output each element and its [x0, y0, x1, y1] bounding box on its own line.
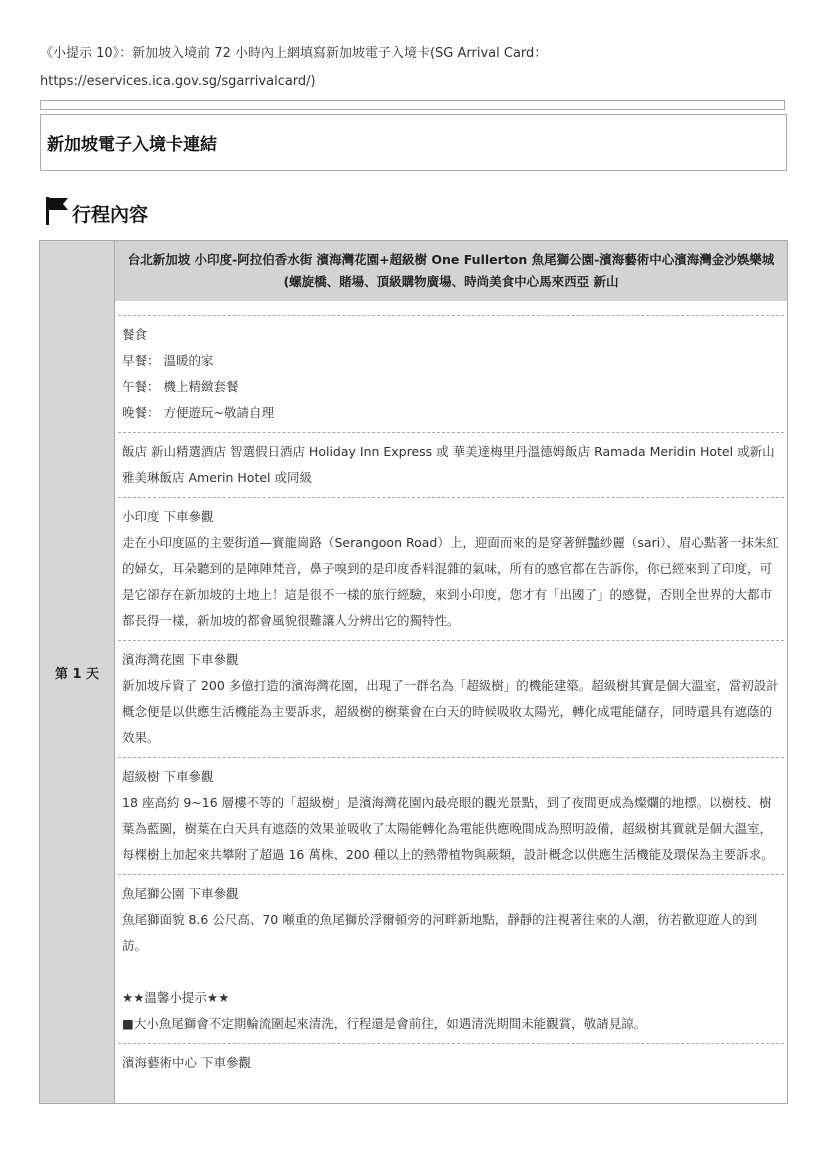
supertree-heading: 超級樹 下車參觀: [122, 769, 214, 784]
row-spacer: [118, 301, 784, 316]
merlion-tip-text: ■大小魚尾獅會不定期輪流圍起來清洗，行程還是會前往，如遇清洗期間未能觀賞，敬請見諒。: [122, 1016, 647, 1031]
supertree-block: [118, 758, 784, 875]
little-india-text: 走在小印度區的主要街道—實龍崗路（Serangoon Road）上，迎面而來的是穿著鮮豔紗麗（sari）、眉心點著一抹朱紅的婦女，耳朵聽到的是陣陣梵音，鼻子嗅到的是印度香料混雜的氣味，所有的感官都在告訴你，你已經來到了印度，可是它卻存在新加坡的土地上！這是很不一樣的旅行經驗，來到小印度，您才有「出國了」的感覺，否則全世界的大都市都長得一樣，新加坡的都會風貌很難讓人分辨出它的獨特性。: [122, 535, 779, 628]
merlion-heading: 魚尾獅公園 下車參觀: [122, 886, 239, 901]
arrival-card-link-box: [40, 114, 787, 171]
itinerary-table: [39, 240, 788, 1104]
itinerary-section-header: [44, 190, 148, 226]
meals-heading: 餐食: [122, 327, 148, 342]
tip-line-1: 《小提示 10》：新加坡入境前 72 小時內上網填寫新加坡電子入境卡(SG Arrival Card：: [40, 46, 548, 61]
dinner: 晚餐： 方便遊玩~敬請自理: [122, 405, 274, 420]
merlion-tip-heading: ★★溫馨小提示★★: [122, 990, 230, 1005]
esplanade-heading: 濱海藝術中心 下車參觀: [122, 1055, 251, 1070]
route-title: 台北新加坡 小印度-阿拉伯香水街 濱海灣花園+超級樹 One Fullerton 魚尾獅公園-濱海藝術中心濱海灣金沙娛樂城(螺旋橋、賭場、頂級購物廣場、時尚美食中心馬來西亞 新山: [127, 252, 775, 289]
arrival-card-tip: [40, 40, 785, 96]
esplanade-block: [118, 1044, 784, 1082]
day-label-cell: [40, 241, 115, 1103]
hotel-block: [118, 433, 784, 498]
route-title-cell: [115, 241, 787, 301]
hotel-text: 飯店 新山精選酒店 智選假日酒店 Holiday Inn Express 或 華美達梅里丹溫德姆飯店 Ramada Meridin Hotel 或新山雅美琳飯店 Amerin Hotel 或同級: [122, 444, 775, 485]
day-label: 第 1 天: [54, 666, 100, 682]
merlion-text: 魚尾獅面貌 8.6 公尺高、70 噸重的魚尾獅於浮爾頓旁的河畔新地點，靜靜的注視著往來的人潮，彷若歡迎遊人的到訪。: [122, 912, 758, 953]
supertree-text: 18 座高約 9~16 層樓不等的「超級樹」是濱海灣花園內最亮眼的觀光景點，到了夜間更成為燦爛的地標。以樹枝、樹葉為藍圖，樹葉在白天具有遮蔭的效果並吸收了太陽能轉化為電能供應晚間成為照明設備，超級樹其實就是個大溫室，每棵樹上加起來共攀附了超過 16 萬株、200 種以上的熱帶植物與蕨類，設計概念以供應生活機能及環保為主要訴求。: [122, 795, 774, 862]
gardens-heading: 濱海灣花園 下車參觀: [122, 652, 239, 667]
meals-block: [118, 316, 784, 433]
breakfast: 早餐： 溫暖的家: [122, 353, 214, 368]
little-india-block: [118, 498, 784, 641]
divider-box: [40, 100, 785, 110]
flag-icon: [44, 196, 70, 226]
section-title: 行程內容: [72, 204, 149, 226]
tip-line-2: https://eservices.ica.gov.sg/sgarrivalcard/): [40, 74, 316, 89]
lunch: 午餐： 機上精緻套餐: [122, 379, 239, 394]
gardens-text: 新加坡斥資了 200 多億打造的濱海灣花園，出現了一群名為「超級樹」的機能建築。超級樹其實是個大溫室，當初設計概念便是以供應生活機能為主要訴求，超級樹的樹葉會在白天的時候吸收太陽光，轉化成電能儲存，同時還具有遮蔭的效果。: [122, 678, 779, 745]
merlion-block: [118, 875, 784, 1044]
little-india-heading: 小印度 下車參觀: [122, 509, 214, 524]
day-content: [115, 241, 787, 1103]
arrival-card-link-title: 新加坡電子入境卡連結: [47, 135, 217, 155]
gardens-block: [118, 641, 784, 758]
